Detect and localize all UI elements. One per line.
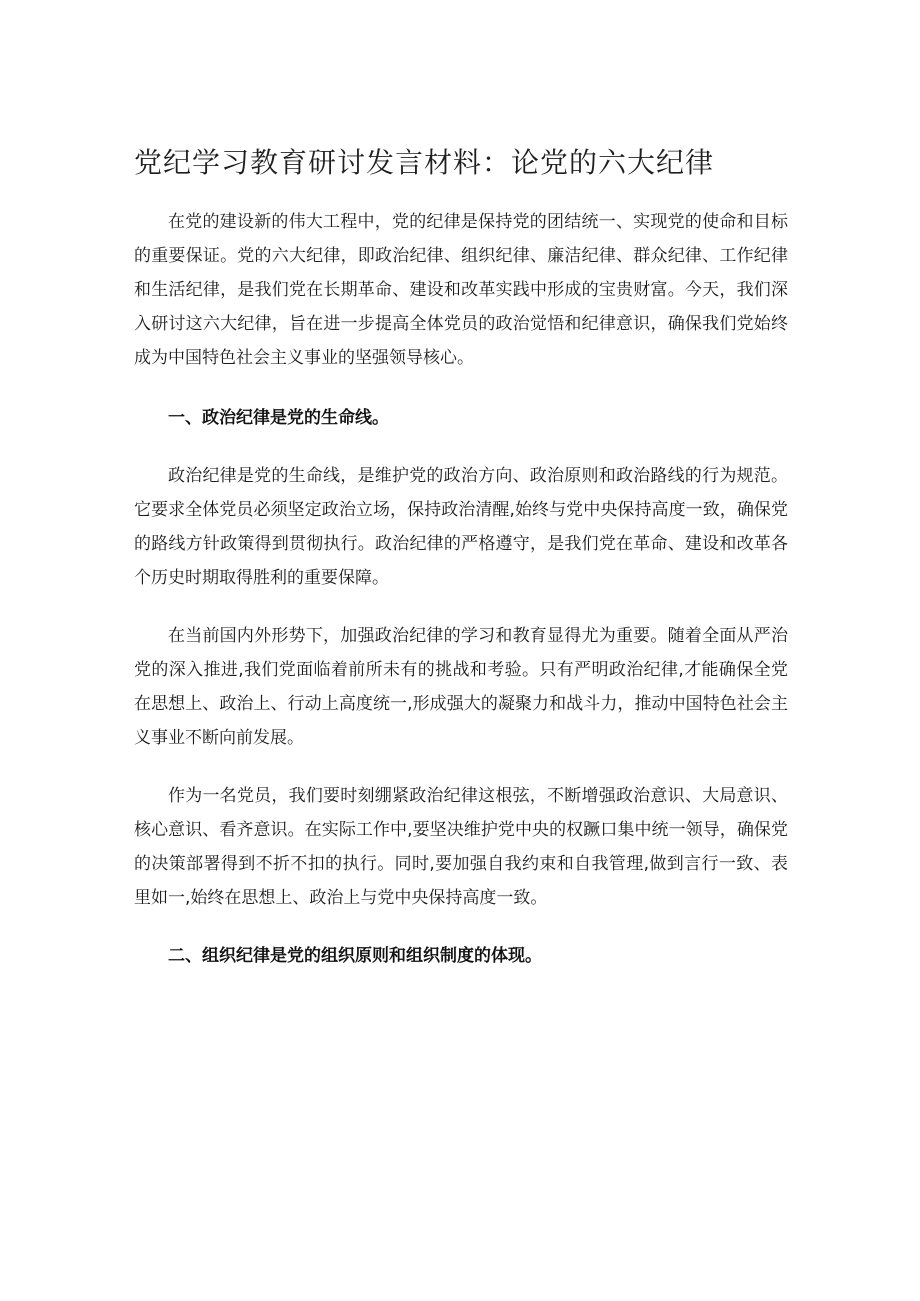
document-body: [134, 205, 788, 997]
body-paragraph: 作为一名党员，我们要时刻绷紧政治纪律这根弦，不断增强政治意识、大局意识、核心意识、看齐意识。在实际工作中,要坚决维护党中央的权蹶口集中统一领导，确保党的决策部署得到不折不扣的执行。同时,要加强自我约束和自我管理,做到言行一致、表里如一,始终在思想上、政治上与党中央保持高度一致。: [134, 786, 788, 908]
body-paragraph: 政治纪律是党的生命线，是维护党的政治方向、政治原则和政治路线的行为规范。它要求全体党员必须坚定政治立场，保持政治清醒,始终与党中央保持高度一致，确保党的路线方针政策得到贯彻执行。政治纪律的严格遵守，是我们党在革命、建设和改革各个历史时期取得胜利的重要保障。: [134, 466, 788, 588]
section-heading-political-discipline: 一、政治纪律是党的生命线。: [168, 408, 389, 428]
section-heading-organizational-discipline: 二、组织纪律是党的组织原则和组织制度的体现。: [168, 946, 542, 966]
document-title: 党纪学习教育研讨发言材料：论党的六大纪律: [134, 146, 715, 179]
intro-paragraph: 在党的建设新的伟大工程中，党的纪律是保持党的团结统一、实现党的使命和目标的重要保证。党的六大纪律，即政治纪律、组织纪律、廉洁纪律、群众纪律、工作纪律和生活纪律，是我们党在长期革命、建设和改革实践中形成的宝贵财富。今天，我们深入研讨这六大纪律，旨在进一步提高全体党员的政治觉悟和纪律意识，确保我们党始终成为中国特色社会主义事业的坚强领导核心。: [134, 212, 788, 368]
body-paragraph: 在当前国内外形势下，加强政治纪律的学习和教育显得尤为重要。随着全面从严治党的深入推进,我们党面临着前所未有的挑战和考验。只有严明政治纪律,才能确保全党在思想上、政治上、行动上高度统一,形成强大的凝聚力和战斗力，推动中国特色社会主义事业不断向前发展。: [134, 626, 788, 748]
